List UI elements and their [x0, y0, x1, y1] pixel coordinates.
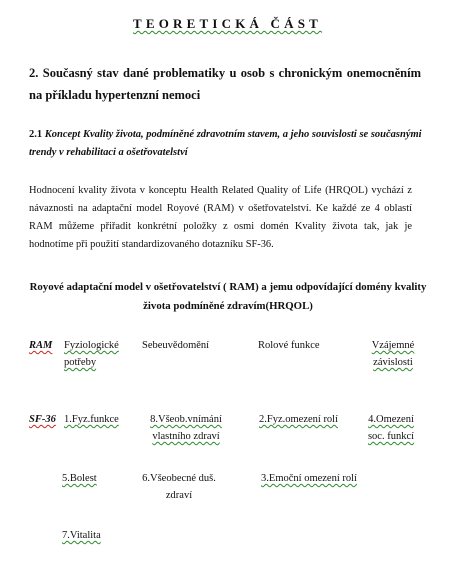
sf36-item-8: 8.Všeob.vnímání vlastního zdraví — [150, 414, 222, 442]
sf36-item-3: 3.Emoční omezení rolí — [261, 473, 357, 484]
sf36-item-6: 6.Všeobecné duš. zdraví — [142, 473, 216, 501]
sf36-item-4: 4.Omezení soc. funkcí — [367, 414, 415, 442]
ram-item-rolove-funkce: Rolové funkce — [258, 340, 320, 351]
subsection-title-text: Koncept Kvality života, podmíněné zdravotním stavem, a jeho souvislosti se současnými trendy v rehabilitaci a ošetřovatelství — [29, 129, 422, 158]
sf36-label: SF-36 — [29, 414, 56, 425]
sf36-item-1: 1.Fyz.funkce — [64, 414, 119, 425]
subsection-number: 2.1 — [29, 129, 43, 140]
ram-label: RAM — [29, 340, 53, 351]
table-caption: Royové adaptační model v ošetřovatelství ( RAM) a jemu odpovídající domény kvality života podmíněné zdravím(HRQOL) — [29, 281, 427, 312]
ram-item-vzajemne-zavislosti: Vzájemné závislosti — [371, 340, 415, 368]
ram-item-fyziologicke-potreby: Fyziologické potřeby — [64, 340, 119, 368]
sf36-item-7: 7.Vitalita — [62, 530, 101, 541]
section-number: 2. — [29, 66, 39, 80]
page-heading: TEORETICKÁ ČÁST — [132, 16, 323, 31]
section-title — [29, 62, 421, 106]
sf36-item-2: 2.Fyz.omezení rolí — [259, 414, 339, 425]
body-paragraph: Hodnocení kvality života v konceptu Health Related Quality of Life (HRQOL) vychází z návaznosti na adaptační model Royové (RAM) v ošetřovatelství. Ke každé ze 4 oblastí RAM můžeme přiřadit konkrétní položky z osmi domén Kvality života tak, jak je hodnotíme při použití standardizovaného dotazníku SF-36. — [29, 185, 412, 250]
section-title-text: Současný stav dané problematiky u osob s chronickým onemocněním na příkladu hypertenzní nemoci — [29, 66, 422, 102]
ram-item-sebeuvedomeni: Sebeuvědomění — [142, 340, 210, 351]
subsection-title — [29, 126, 429, 162]
sf36-item-5: 5.Bolest — [62, 473, 97, 484]
